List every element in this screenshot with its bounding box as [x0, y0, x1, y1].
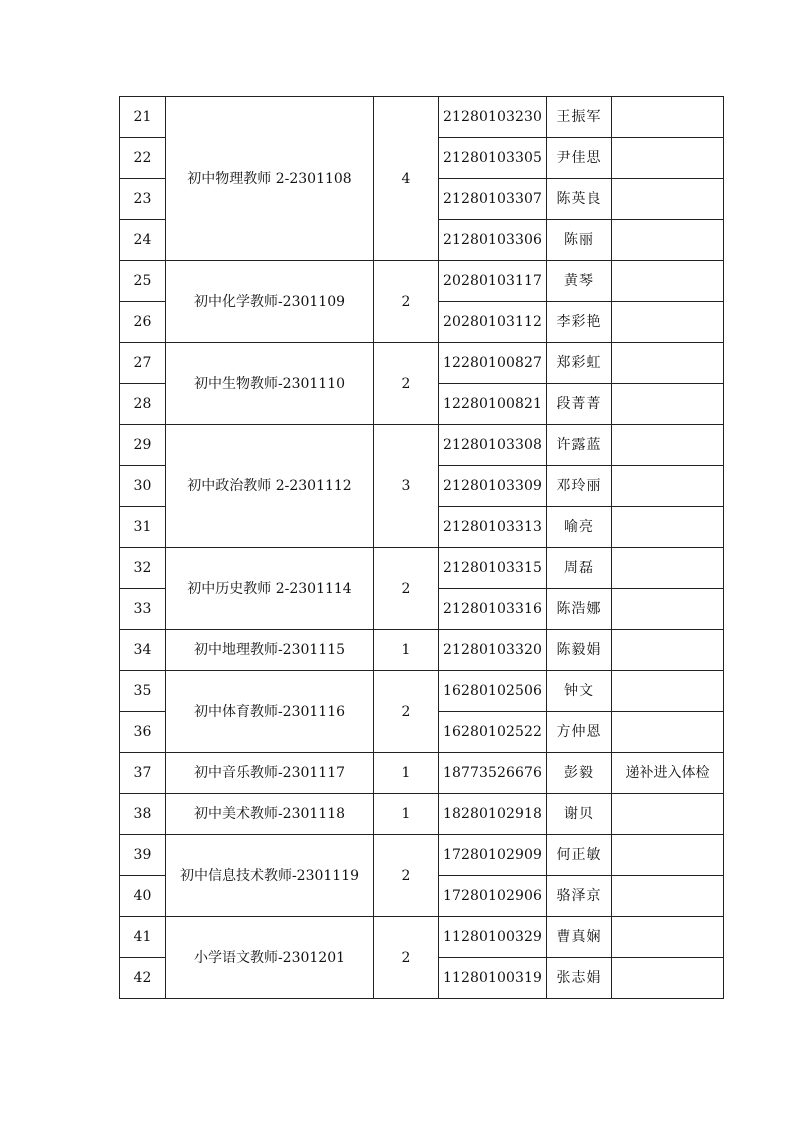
candidate-name-cell: 何正敏	[547, 835, 612, 876]
exam-id-cell: 16280102522	[439, 712, 547, 753]
remark-cell	[612, 138, 724, 179]
remark-cell	[612, 589, 724, 630]
row-number: 28	[120, 384, 166, 425]
remark-cell	[612, 220, 724, 261]
row-number: 39	[120, 835, 166, 876]
position-cell: 初中化学教师-2301109	[166, 261, 374, 343]
exam-id-cell: 17280102909	[439, 835, 547, 876]
remark-cell	[612, 302, 724, 343]
candidate-name-cell: 段菁菁	[547, 384, 612, 425]
candidate-name-cell: 方仲恩	[547, 712, 612, 753]
table-row	[120, 425, 724, 466]
table-row	[120, 917, 724, 958]
exam-id-cell: 21280103308	[439, 425, 547, 466]
candidate-name-cell: 喻亮	[547, 507, 612, 548]
candidate-name-cell: 陈丽	[547, 220, 612, 261]
table-row	[120, 671, 724, 712]
exam-id-cell: 18280102918	[439, 794, 547, 835]
remark-cell	[612, 630, 724, 671]
table-row	[120, 548, 724, 589]
exam-id-cell: 11280100329	[439, 917, 547, 958]
table-row	[120, 630, 724, 671]
remark-cell	[612, 917, 724, 958]
candidate-name-cell: 谢贝	[547, 794, 612, 835]
candidate-name-cell: 张志娟	[547, 958, 612, 999]
remark-cell	[612, 712, 724, 753]
exam-id-cell: 17280102906	[439, 876, 547, 917]
position-cell: 初中历史教师 2-2301114	[166, 548, 374, 630]
exam-id-cell: 21280103306	[439, 220, 547, 261]
hire-count-cell: 1	[374, 753, 439, 794]
hire-count-cell: 2	[374, 548, 439, 630]
remark-cell	[612, 507, 724, 548]
candidate-name-cell: 周磊	[547, 548, 612, 589]
hire-count-cell: 2	[374, 671, 439, 753]
candidate-name-cell: 陈英良	[547, 179, 612, 220]
position-cell: 初中政治教师 2-2301112	[166, 425, 374, 548]
row-number: 37	[120, 753, 166, 794]
row-number: 35	[120, 671, 166, 712]
remark-cell	[612, 548, 724, 589]
candidate-name-cell: 骆泽京	[547, 876, 612, 917]
exam-id-cell: 18773526676	[439, 753, 547, 794]
remark-cell	[612, 466, 724, 507]
row-number: 26	[120, 302, 166, 343]
position-cell: 初中物理教师 2-2301108	[166, 97, 374, 261]
position-cell: 初中体育教师-2301116	[166, 671, 374, 753]
row-number: 31	[120, 507, 166, 548]
remark-cell	[612, 261, 724, 302]
hire-count-cell: 3	[374, 425, 439, 548]
exam-id-cell: 20280103117	[439, 261, 547, 302]
candidate-name-cell: 黄琴	[547, 261, 612, 302]
hire-count-cell: 2	[374, 261, 439, 343]
roster-body	[120, 97, 724, 999]
table-row	[120, 835, 724, 876]
row-number: 38	[120, 794, 166, 835]
row-number: 27	[120, 343, 166, 384]
candidate-name-cell: 郑彩虹	[547, 343, 612, 384]
table-row	[120, 753, 724, 794]
candidate-roster-table	[119, 96, 724, 999]
table-row	[120, 343, 724, 384]
row-number: 41	[120, 917, 166, 958]
remark-cell	[612, 794, 724, 835]
remark-cell	[612, 343, 724, 384]
remark-cell	[612, 671, 724, 712]
hire-count-cell: 2	[374, 835, 439, 917]
exam-id-cell: 21280103315	[439, 548, 547, 589]
candidate-name-cell: 陈毅娟	[547, 630, 612, 671]
table-row	[120, 97, 724, 138]
position-cell: 初中信息技术教师-2301119	[166, 835, 374, 917]
table-row	[120, 794, 724, 835]
row-number: 30	[120, 466, 166, 507]
exam-id-cell: 21280103316	[439, 589, 547, 630]
row-number: 40	[120, 876, 166, 917]
remark-cell	[612, 384, 724, 425]
exam-id-cell: 12280100827	[439, 343, 547, 384]
exam-id-cell: 11280100319	[439, 958, 547, 999]
row-number: 34	[120, 630, 166, 671]
exam-id-cell: 20280103112	[439, 302, 547, 343]
row-number: 33	[120, 589, 166, 630]
candidate-name-cell: 许露蓝	[547, 425, 612, 466]
exam-id-cell: 21280103320	[439, 630, 547, 671]
row-number: 24	[120, 220, 166, 261]
exam-id-cell: 21280103309	[439, 466, 547, 507]
position-cell: 初中生物教师-2301110	[166, 343, 374, 425]
exam-id-cell: 12280100821	[439, 384, 547, 425]
hire-count-cell: 4	[374, 97, 439, 261]
row-number: 36	[120, 712, 166, 753]
remark-cell	[612, 876, 724, 917]
exam-id-cell: 21280103230	[439, 97, 547, 138]
candidate-name-cell: 彭毅	[547, 753, 612, 794]
hire-count-cell: 1	[374, 630, 439, 671]
position-cell: 初中地理教师-2301115	[166, 630, 374, 671]
remark-cell	[612, 835, 724, 876]
row-number: 23	[120, 179, 166, 220]
position-cell: 初中美术教师-2301118	[166, 794, 374, 835]
exam-id-cell: 21280103307	[439, 179, 547, 220]
row-number: 29	[120, 425, 166, 466]
row-number: 25	[120, 261, 166, 302]
hire-count-cell: 2	[374, 343, 439, 425]
exam-id-cell: 16280102506	[439, 671, 547, 712]
exam-id-cell: 21280103313	[439, 507, 547, 548]
candidate-name-cell: 尹佳思	[547, 138, 612, 179]
candidate-name-cell: 钟文	[547, 671, 612, 712]
candidate-name-cell: 邓玲丽	[547, 466, 612, 507]
row-number: 32	[120, 548, 166, 589]
remark-cell: 递补进入体检	[612, 753, 724, 794]
remark-cell	[612, 179, 724, 220]
remark-cell	[612, 425, 724, 466]
table-row	[120, 261, 724, 302]
row-number: 21	[120, 97, 166, 138]
candidate-name-cell: 王振军	[547, 97, 612, 138]
hire-count-cell: 1	[374, 794, 439, 835]
remark-cell	[612, 958, 724, 999]
row-number: 22	[120, 138, 166, 179]
candidate-name-cell: 李彩艳	[547, 302, 612, 343]
candidate-name-cell: 曹真娴	[547, 917, 612, 958]
row-number: 42	[120, 958, 166, 999]
position-cell: 小学语文教师-2301201	[166, 917, 374, 999]
hire-count-cell: 2	[374, 917, 439, 999]
exam-id-cell: 21280103305	[439, 138, 547, 179]
candidate-name-cell: 陈浩娜	[547, 589, 612, 630]
position-cell: 初中音乐教师-2301117	[166, 753, 374, 794]
remark-cell	[612, 97, 724, 138]
